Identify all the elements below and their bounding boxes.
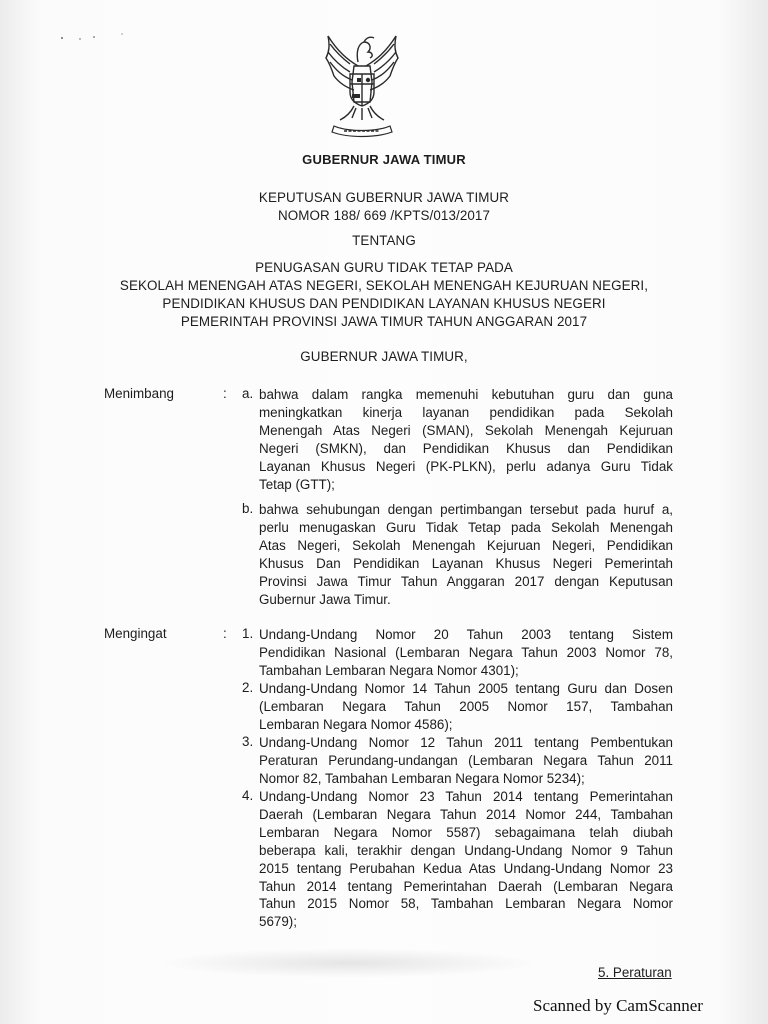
issuer-heading: GUBERNUR JAWA TIMUR, bbox=[300, 349, 468, 364]
scan-specks bbox=[58, 32, 138, 44]
decree-title: KEPUTUSAN GUBERNUR JAWA TIMUR bbox=[258, 190, 510, 205]
text-line: perlu menugaskan Guru Tidak Tetap pada Sekolah Menengah bbox=[259, 519, 673, 535]
text-line: Nomor 82, Tambahan Lembaran Negara Nomor 5234); bbox=[259, 770, 585, 786]
menimbang-colon: : bbox=[223, 386, 227, 401]
text-line: 2015 tentang Perubahan Kedua Atas Undang-Undang Nomor 23 bbox=[259, 860, 673, 876]
subject-line-1: PENUGASAN GURU TIDAK TETAP PADA bbox=[255, 260, 513, 275]
text-line: bahwa dalam rangka memenuhi kebutuhan guru dan guna bbox=[259, 387, 673, 402]
text-line: Tahun 2014 tentang Pemerintahan Daerah (Lembaran Negara bbox=[259, 878, 673, 894]
mengingat-item-4 bbox=[259, 788, 673, 931]
garuda-emblem-icon bbox=[320, 22, 404, 140]
text-line: beberapa kali, terakhir dengan Undang-Undang Nomor 9 Tahun bbox=[259, 842, 673, 858]
menimbang-item-b bbox=[259, 501, 673, 608]
decree-number: NOMOR 188/ 669 /KPTS/013/2017 bbox=[277, 208, 491, 223]
mengingat-marker-3: 3. bbox=[242, 734, 254, 749]
menimbang-marker-a: a. bbox=[242, 386, 254, 401]
text-line: Tahun 2015 Nomor 58, Tambahan Lembaran Negara Nomor bbox=[259, 896, 673, 912]
scanner-watermark: Scanned by CamScanner bbox=[533, 996, 703, 1015]
text-line: Atas Negeri, Sekolah Menengah Kejuruan Negeri, Pendidikan bbox=[259, 537, 673, 553]
subject-line-3: PENDIDIKAN KHUSUS DAN PENDIDIKAN LAYANAN KHUSUS NEGERI bbox=[162, 296, 606, 311]
subject-line-4: PEMERINTAH PROVINSI JAWA TIMUR TAHUN ANGGARAN 2017 bbox=[180, 314, 588, 329]
mengingat-marker-1: 1. bbox=[242, 626, 254, 641]
text-line: Undang-Undang Nomor 23 Tahun 2014 tentang Pemerintahan bbox=[259, 789, 673, 804]
text-line: Undang-Undang Nomor 12 Tahun 2011 tentang Pembentukan bbox=[259, 735, 673, 750]
mengingat-label: Mengingat bbox=[104, 626, 167, 641]
text-line: Provinsi Jawa Timur Tahun Anggaran 2017 dengan Keputusan bbox=[259, 573, 673, 589]
text-line: Tetap (GTT); bbox=[259, 476, 335, 492]
text-line: Undang-Undang Nomor 20 Tahun 2003 tentang Sistem bbox=[259, 627, 673, 642]
text-line: Peraturan Perundang-undangan (Lembaran Negara Tahun 2011 bbox=[259, 752, 673, 768]
subject-line-2: SEKOLAH MENENGAH ATAS NEGERI, SEKOLAH MENENGAH KEJURUAN NEGERI, bbox=[119, 278, 649, 293]
menimbang-marker-b: b. bbox=[242, 501, 254, 516]
mengingat-marker-4: 4. bbox=[242, 788, 254, 803]
text-line: meningkatkan kinerja layanan pendidikan pada Sekolah bbox=[259, 404, 673, 420]
text-line: Khusus Dan Pendidikan Layanan Khusus Negeri Pemerintah bbox=[259, 555, 673, 571]
text-line: Undang-Undang Nomor 14 Tahun 2005 tentang Guru dan Dosen bbox=[259, 681, 673, 696]
text-line: Menengah Atas Negeri (SMAN), Sekolah Menengah Kejuruan bbox=[259, 422, 673, 438]
text-line: (Lembaran Negara Tahun 2005 Nomor 157, Tambahan bbox=[259, 698, 673, 714]
continued-marker: 5. Peraturan bbox=[598, 965, 672, 980]
text-line: Gubernur Jawa Timur. bbox=[259, 591, 391, 607]
mengingat-marker-2: 2. bbox=[242, 680, 254, 695]
menimbang-label: Menimbang bbox=[104, 386, 174, 401]
mengingat-item-3 bbox=[259, 734, 673, 788]
mengingat-item-1 bbox=[259, 626, 673, 680]
mengingat-colon: : bbox=[223, 626, 227, 641]
text-line: Daerah (Lembaran Negara Tahun 2014 Nomor 244, Tambahan bbox=[259, 806, 673, 822]
about-heading: TENTANG bbox=[352, 233, 416, 248]
text-line: Pendidikan Nasional (Lembaran Negara Tahun 2003 Nomor 78, bbox=[259, 644, 673, 660]
text-line: Lembaran Negara Nomor 5587) sebagaimana telah diubah bbox=[259, 824, 673, 840]
menimbang-item-a bbox=[259, 386, 673, 493]
authority-heading: GUBERNUR JAWA TIMUR bbox=[302, 152, 466, 167]
text-line: bahwa sehubungan dengan pertimbangan tersebut pada huruf a, bbox=[259, 502, 673, 517]
mengingat-item-2 bbox=[259, 680, 673, 734]
text-line: Negeri (SMKN), dan Pendidikan Khusus dan Pendidikan bbox=[259, 440, 673, 456]
text-line: 5679); bbox=[259, 914, 297, 930]
scan-shadow bbox=[160, 948, 540, 978]
text-line: Layanan Khusus Negeri (PK-PLKN), perlu adanya Guru Tidak bbox=[259, 458, 673, 474]
text-line: Tambahan Lembaran Negara Nomor 4301); bbox=[259, 662, 519, 678]
text-line: Lembaran Negara Nomor 4586); bbox=[259, 716, 453, 732]
